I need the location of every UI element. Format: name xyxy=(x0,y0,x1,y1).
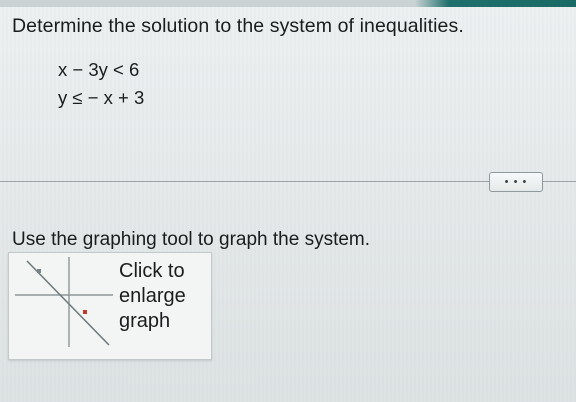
inequality-1: x − 3y < 6 xyxy=(58,59,140,80)
enlarge-graph-label xyxy=(119,259,209,334)
inequality-2: y ≤ − x + 3 xyxy=(58,87,145,108)
enlarge-label-line-3: graph xyxy=(119,310,171,332)
graph-instruction: Use the graphing tool to graph the system. xyxy=(12,229,371,250)
graph-point-icon xyxy=(37,269,41,273)
graph-point-icon xyxy=(83,310,87,314)
enlarge-label-line-1: Click to xyxy=(119,260,185,282)
graph-thumbnail-icon xyxy=(9,253,119,359)
more-options-button[interactable] xyxy=(489,172,543,192)
inequality-system xyxy=(58,56,144,112)
question-title: Determine the solution to the system of inequalities. xyxy=(12,15,464,37)
enlarge-graph-button[interactable] xyxy=(8,252,212,360)
top-color-strip xyxy=(0,0,576,7)
enlarge-label-line-2: enlarge xyxy=(119,285,186,307)
ellipsis-icon: • • • xyxy=(504,176,528,188)
